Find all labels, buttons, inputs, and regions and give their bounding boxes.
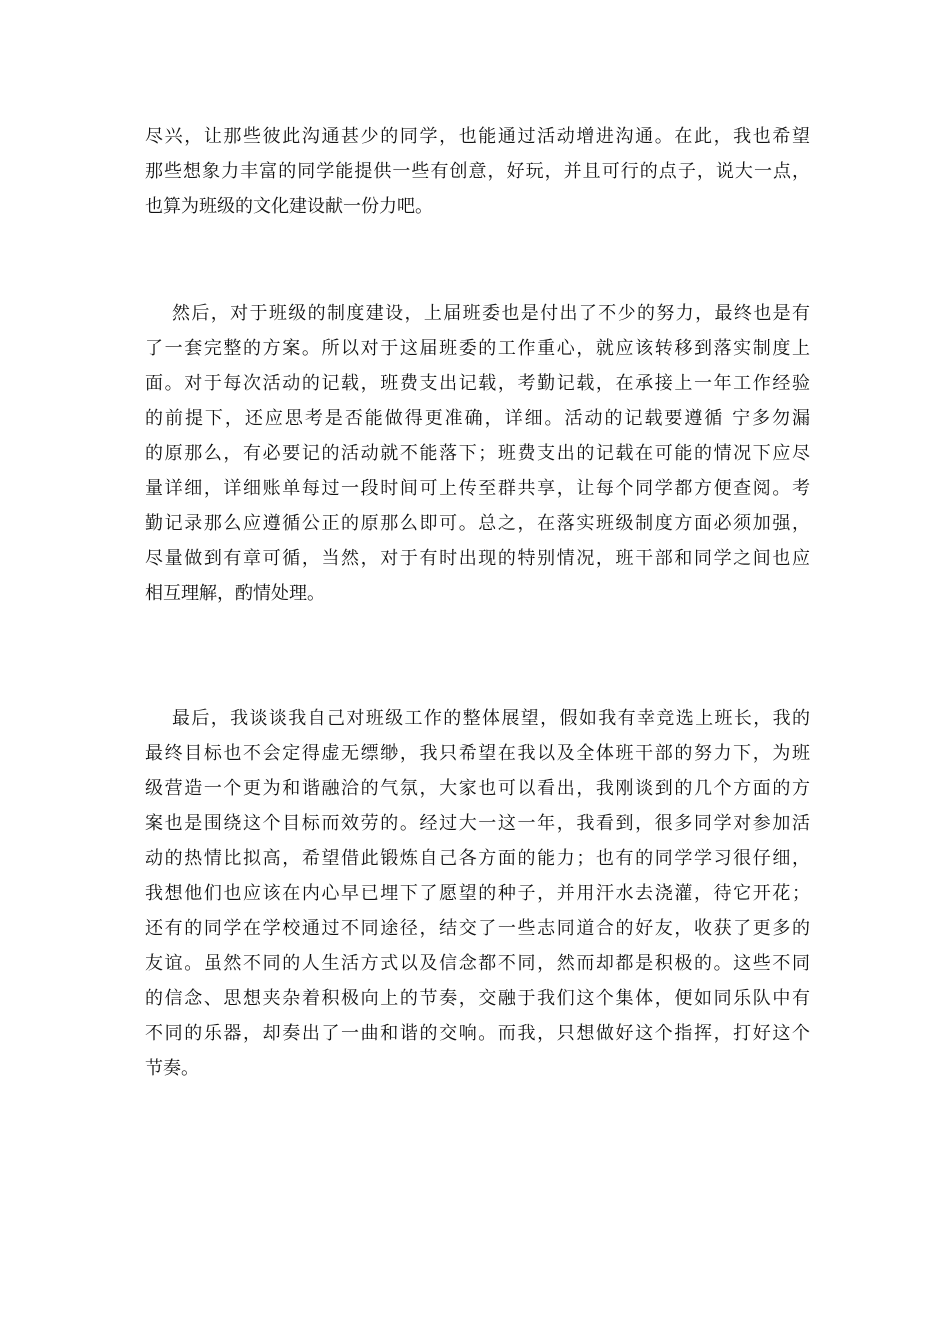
paragraph-line: 最终目标也不会定得虚无缥缈，我只希望在我以及全体班干部的努力下，为班	[145, 743, 810, 764]
paragraph-line: 我想他们也应该在内心早已埋下了愿望的种子，并用汗水去浇灌，待它开花；	[145, 883, 810, 904]
paragraph-line: 友谊。虽然不同的人生活方式以及信念都不同，然而却都是积极的。这些不同	[145, 953, 810, 974]
paragraph-line: 面。对于每次活动的记载，班费支出记载，考勤记载，在承接上一年工作经验	[145, 373, 810, 394]
paragraph-line: 节奏。	[145, 1058, 199, 1079]
paragraph-line: 最后，我谈谈我自己对班级工作的整体展望，假如我有幸竞选上班长，我的	[172, 708, 810, 729]
paragraph-continuation	[145, 119, 810, 224]
paragraph-line: 量详细，详细账单每过一段时间可上传至群共享，让每个同学都方便查阅。考	[145, 478, 810, 499]
paragraph-line: 然后，对于班级的制度建设，上届班委也是付出了不少的努力，最终也是有	[172, 303, 810, 324]
paragraph-line: 动的热情比拟高，希望借此锻炼自己各方面的能力；也有的同学学习很仔细，	[145, 848, 810, 869]
paragraph-line: 勤记录那么应遵循公正的原那么即可。总之，在落实班级制度方面必须加强，	[145, 513, 810, 534]
paragraph-system	[145, 296, 810, 611]
paragraph-line: 尽兴，让那些彼此沟通甚少的同学，也能通过活动增进沟通。在此，我也希望	[145, 126, 810, 147]
paragraph-line: 那些想象力丰富的同学能提供一些有创意，好玩，并且可行的点子，说大一点，	[145, 161, 810, 182]
paragraph-line: 相互理解，酌情处理。	[145, 583, 325, 604]
paragraph-line: 级营造一个更为和谐融洽的气氛，大家也可以看出，我刚谈到的几个方面的方	[145, 778, 810, 799]
paragraph-line: 还有的同学在学校通过不同途径，结交了一些志同道合的好友，收获了更多的	[145, 918, 810, 939]
paragraph-line: 不同的乐器，却奏出了一曲和谐的交响。而我，只想做好这个指挥，打好这个	[145, 1023, 810, 1044]
paragraph-line: 的信念、思想夹杂着积极向上的节奏，交融于我们这个集体，便如同乐队中有	[145, 988, 810, 1009]
paragraph-outlook	[145, 701, 810, 1086]
paragraph-line: 也算为班级的文化建设献一份力吧。	[145, 196, 433, 217]
paragraph-line: 了一套完整的方案。所以对于这届班委的工作重心，就应该转移到落实制度上	[145, 338, 810, 359]
paragraph-line: 案也是围绕这个目标而效劳的。经过大一这一年，我看到，很多同学对参加活	[145, 813, 810, 834]
paragraph-line: 的前提下，还应思考是否能做得更准确，详细。活动的记载要遵循 宁多勿漏	[145, 408, 810, 429]
paragraph-line: 的原那么，有必要记的活动就不能落下；班费支出的记载在可能的情况下应尽	[145, 443, 810, 464]
paragraph-line: 尽量做到有章可循，当然，对于有时出现的特别情况，班干部和同学之间也应	[145, 548, 810, 569]
